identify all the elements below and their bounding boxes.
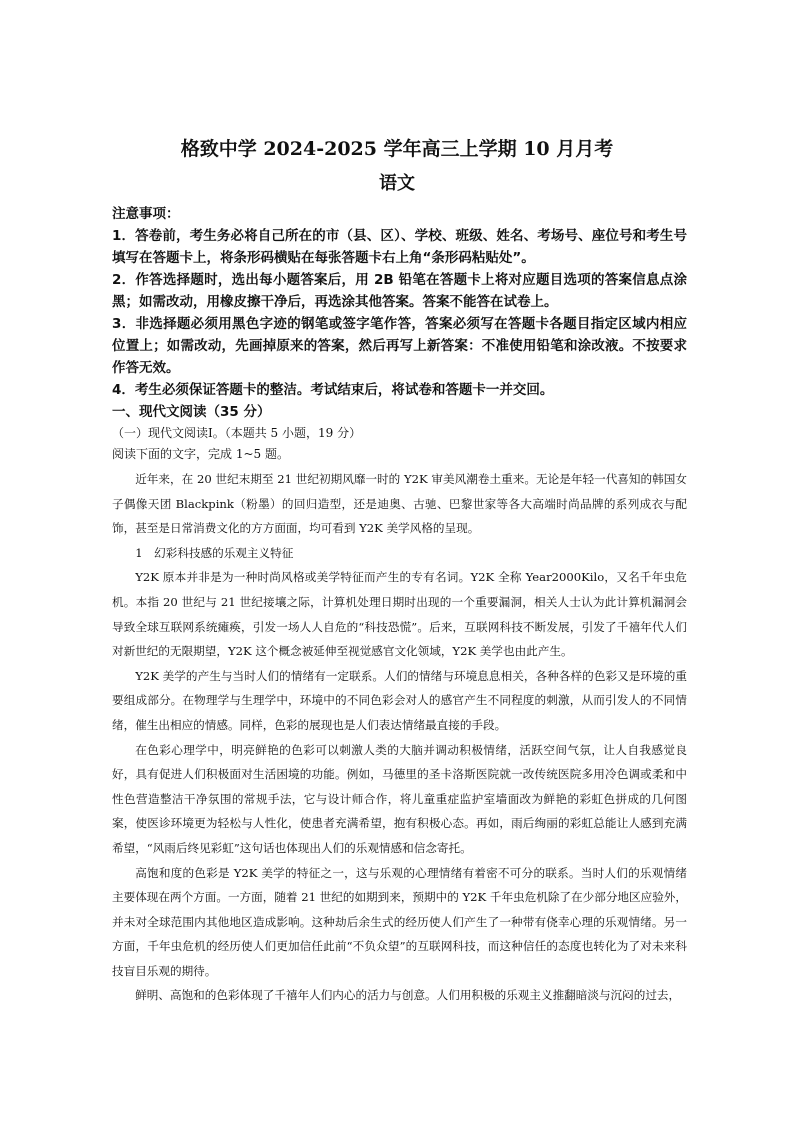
article-body <box>112 467 687 1008</box>
section-heading: 一、现代文阅读（35 分） <box>112 404 271 420</box>
notice-item-3: 3．非选择题必须用黑色字迹的钢笔或签字笔作答，答案必须写在答题卡各题目指定区域内相应位置上；如需改动，先画掉原来的答案，然后再写上新答案：不准使用铅笔和涂改液。不按要求作答无效。 <box>112 316 687 376</box>
exam-content <box>112 203 687 1008</box>
article-paragraph: Y2K 原本并非是为一种时尚风格或美学特征而产生的专有名词。Y2K 全称 Year2000Kilo，又名千年虫危机。本指 20 世纪与 21 世纪接壤之际，计算机处理日期时出现的一个重要漏洞，相关人士认为此计算机漏洞会导致全球互联网系统瘫痪，引发一场人人自危的“科技恐慌”。后来，互联网科技不断发展，引发了千禧年代人们对新世纪的无限期望，Y2K 这个概念被延伸至视觉感官文化领域，Y2K 美学也由此产生。 <box>112 570 687 659</box>
notice-heading: 注意事项： <box>112 206 180 222</box>
exam-title: 格致中学 2024-2025 学年高三上学期 10 月月考 <box>180 138 614 160</box>
exam-subject: 语文 <box>379 173 415 194</box>
notice-item-4: 4．考生必须保证答题卡的整洁。考试结束后，将试卷和答题卡一并交回。 <box>112 382 554 398</box>
article-paragraph: 高饱和度的色彩是 Y2K 美学的特征之一，这与乐观的心理情绪有着密不可分的联系。当时人们的乐观情绪主要体现在两个方面。一方面，随着 21 世纪的如期到来，预期中的 Y2K 千年虫危机除了在少部分地区应验外，并未对全球范围内其他地区造成影响。这种劫后余生式的经历使人们产生了一种带有侥幸心理的乐观情绪。另一方面，千年虫危机的经历使人们更加信任此前“不负众望”的互联网科技，而这种信任的态度也转化为了对未来科技盲目乐观的期待。 <box>112 865 687 978</box>
section-subheading: （一）现代文阅读Ⅰ。（本题共 5 小题，19 分） <box>112 426 362 440</box>
reading-instruction: 阅读下面的文字，完成 1~5 题。 <box>112 447 289 461</box>
notice-item-1: 1．答卷前，考生务必将自己所在的市（县、区）、学校、班级、姓名、考场号、座位号和考生号填写在答题卡上，将条形码横贴在每张答题卡右上角“条形码粘贴处”。 <box>112 228 687 266</box>
article-paragraph: 近年来，在 20 世纪末期至 21 世纪初期风靡一时的 Y2K 审美风潮卷土重来。无论是年轻一代喜知的韩国女子偶像天团 Blackpink（粉墨）的回归造型，还是迪奥、古驰、巴黎世家等各大高端时尚品牌的系列成衣与配饰，甚至是日常消费文化的方方面面，均可看到 Y2K 美学风格的呈现。 <box>112 472 687 536</box>
notice-item-2: 2．作答选择题时，选出每小题答案后，用 2B 铅笔在答题卡上将对应题目选项的答案信息点涂黑；如需改动，用橡皮擦干净后，再选涂其他答案。答案不能答在试卷上。 <box>112 272 687 310</box>
article-paragraph: 鲜明、高饱和的色彩体现了千禧年人们内心的活力与创意。人们用积极的乐观主义推翻暗淡与沉闷的过去， <box>135 988 681 1003</box>
article-paragraph: Y2K 美学的产生与当时人们的情绪有一定联系。人们的情绪与环境息息相关，各种各样的色彩又是环境的重要组成部分。在物理学与生理学中，环境中的不同色彩会对人的感官产生不同程度的刺激，从而引发人的不同情绪，催生出相应的情感。同样，色彩的展现也是人们表达情绪最直接的手段。 <box>112 668 687 732</box>
article-paragraph: 在色彩心理学中，明亮鲜艳的色彩可以刺激人类的大脑并调动积极情绪，活跃空间气氛，让人自我感觉良好，具有促进人们积极面对生活困境的功能。例如，马德里的圣卡洛斯医院就一改传统医院多用冷色调或柔和中性色营造整洁干净氛围的常规手法，它与设计师合作，将儿童重症监护室墙面改为鲜艳的彩虹色拼成的几何图案，使医诊环境更为轻松与人性化，使患者充满希望，抱有积极心态。再如，雨后绚丽的彩虹总能让人感到充满希望，“风雨后终见彩虹”这句话也体现出人们的乐观情感和信念寄托。 <box>112 742 687 855</box>
article-section-title: 1 幻彩科技感的乐观主义特征 <box>135 545 294 560</box>
